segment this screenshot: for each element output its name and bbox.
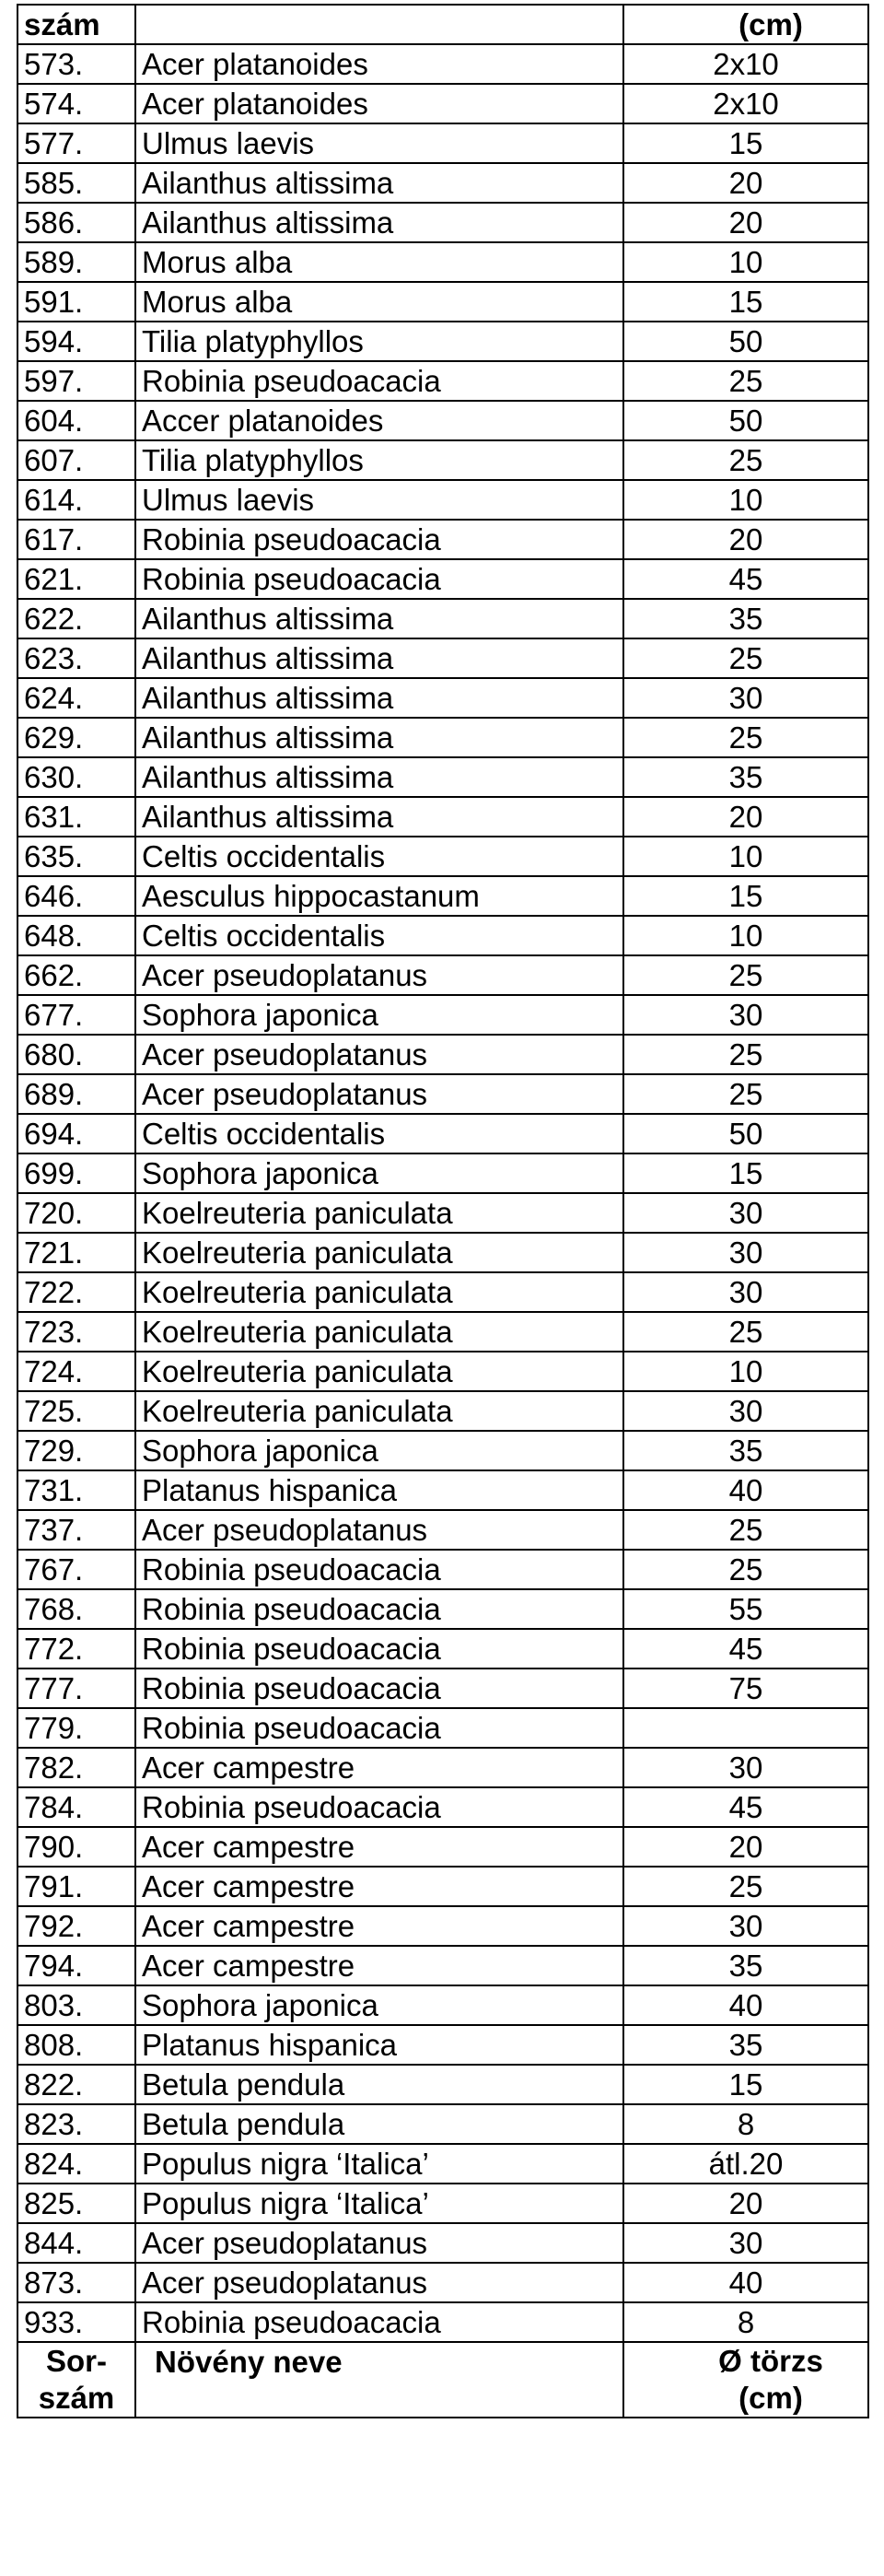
row-plant-name: Ailanthus altissima — [135, 638, 623, 678]
row-plant-name: Ailanthus altissima — [135, 757, 623, 797]
row-number: 604. — [17, 401, 135, 440]
table-row — [17, 599, 868, 638]
row-number: 720. — [17, 1193, 135, 1233]
row-number: 573. — [17, 44, 135, 84]
row-number: 689. — [17, 1074, 135, 1114]
row-number: 725. — [17, 1391, 135, 1431]
footer-number-label — [17, 2342, 135, 2418]
row-plant-name: Betula pendula — [135, 2065, 623, 2104]
table-row — [17, 242, 868, 282]
row-plant-name: Sophora japonica — [135, 1431, 623, 1470]
header-number: szám — [17, 5, 135, 44]
row-number: 629. — [17, 718, 135, 757]
row-plant-name: Sophora japonica — [135, 1153, 623, 1193]
row-plant-name: Robinia pseudoacacia — [135, 1629, 623, 1669]
row-number: 823. — [17, 2104, 135, 2144]
row-trunk-size: 35 — [623, 757, 868, 797]
row-number: 630. — [17, 757, 135, 797]
row-trunk-size: 40 — [623, 1470, 868, 1510]
row-plant-name: Koelreuteria paniculata — [135, 1352, 623, 1391]
row-plant-name: Acer pseudoplatanus — [135, 2223, 623, 2263]
row-trunk-size: 25 — [623, 1550, 868, 1589]
row-trunk-size: 30 — [623, 1272, 868, 1312]
row-number: 617. — [17, 520, 135, 559]
table-row — [17, 2104, 868, 2144]
row-trunk-size: 10 — [623, 837, 868, 876]
row-plant-name: Betula pendula — [135, 2104, 623, 2144]
row-plant-name: Celtis occidentalis — [135, 1114, 623, 1153]
table-row — [17, 995, 868, 1035]
footer-size-line2: (cm) — [739, 2381, 803, 2415]
row-trunk-size: 20 — [623, 2184, 868, 2223]
row-trunk-size: 35 — [623, 2025, 868, 2065]
row-number: 844. — [17, 2223, 135, 2263]
row-plant-name: Robinia pseudoacacia — [135, 559, 623, 599]
table-row — [17, 1787, 868, 1827]
row-plant-name: Acer pseudoplatanus — [135, 1510, 623, 1550]
table-row — [17, 955, 868, 995]
document-page — [17, 4, 867, 2418]
row-number: 790. — [17, 1827, 135, 1867]
table-row — [17, 718, 868, 757]
table-row — [17, 757, 868, 797]
row-trunk-size: 30 — [623, 2223, 868, 2263]
footer-number-line1: Sor- — [46, 2344, 107, 2378]
row-trunk-size: 30 — [623, 1193, 868, 1233]
row-number: 721. — [17, 1233, 135, 1272]
table-row — [17, 1629, 868, 1669]
table-row — [17, 1431, 868, 1470]
row-plant-name: Acer pseudoplatanus — [135, 1035, 623, 1074]
row-number: 791. — [17, 1867, 135, 1906]
row-trunk-size: 30 — [623, 995, 868, 1035]
table-row — [17, 1867, 868, 1906]
row-number: 646. — [17, 876, 135, 916]
row-trunk-size: 25 — [623, 440, 868, 480]
table-row — [17, 1946, 868, 1985]
row-plant-name: Koelreuteria paniculata — [135, 1193, 623, 1233]
row-number: 574. — [17, 84, 135, 123]
row-plant-name: Robinia pseudoacacia — [135, 1787, 623, 1827]
row-trunk-size: 25 — [623, 718, 868, 757]
row-trunk-size: 30 — [623, 1233, 868, 1272]
row-plant-name: Ulmus laevis — [135, 480, 623, 520]
row-plant-name: Celtis occidentalis — [135, 837, 623, 876]
row-trunk-size: 10 — [623, 242, 868, 282]
row-trunk-size: 30 — [623, 678, 868, 718]
row-trunk-size: 50 — [623, 401, 868, 440]
row-trunk-size: 15 — [623, 282, 868, 322]
row-number: 803. — [17, 1985, 135, 2025]
row-plant-name: Acer campestre — [135, 1946, 623, 1985]
table-row — [17, 1035, 868, 1074]
row-number: 825. — [17, 2184, 135, 2223]
row-number: 577. — [17, 123, 135, 163]
row-number: 631. — [17, 797, 135, 837]
row-trunk-size: 55 — [623, 1589, 868, 1629]
row-number: 737. — [17, 1510, 135, 1550]
row-number: 933. — [17, 2302, 135, 2342]
row-trunk-size: 30 — [623, 1748, 868, 1787]
row-trunk-size — [623, 1708, 868, 1748]
row-trunk-size: 8 — [623, 2104, 868, 2144]
row-plant-name: Tilia platyphyllos — [135, 322, 623, 361]
table-row — [17, 84, 868, 123]
row-trunk-size: 45 — [623, 1629, 868, 1669]
table-row — [17, 638, 868, 678]
row-plant-name: Robinia pseudoacacia — [135, 520, 623, 559]
row-number: 648. — [17, 916, 135, 955]
header-name — [135, 5, 623, 44]
row-trunk-size: 40 — [623, 1985, 868, 2025]
table-row — [17, 2025, 868, 2065]
row-number: 585. — [17, 163, 135, 203]
table-row — [17, 1550, 868, 1589]
row-plant-name: Morus alba — [135, 282, 623, 322]
tree-inventory-table — [17, 4, 869, 2418]
row-plant-name: Ulmus laevis — [135, 123, 623, 163]
row-number: 614. — [17, 480, 135, 520]
row-number: 824. — [17, 2144, 135, 2184]
row-number: 699. — [17, 1153, 135, 1193]
row-number: 731. — [17, 1470, 135, 1510]
table-row — [17, 916, 868, 955]
row-plant-name: Morus alba — [135, 242, 623, 282]
row-number: 822. — [17, 2065, 135, 2104]
row-number: 772. — [17, 1629, 135, 1669]
footer-number-line2: szám — [38, 2381, 115, 2415]
row-number: 591. — [17, 282, 135, 322]
row-trunk-size: 15 — [623, 2065, 868, 2104]
table-row — [17, 2065, 868, 2104]
table-row — [17, 559, 868, 599]
header-size: (cm) — [623, 5, 868, 44]
table-row — [17, 2302, 868, 2342]
row-trunk-size: 8 — [623, 2302, 868, 2342]
table-row — [17, 401, 868, 440]
row-trunk-size: 15 — [623, 876, 868, 916]
row-number: 589. — [17, 242, 135, 282]
row-plant-name: Koelreuteria paniculata — [135, 1233, 623, 1272]
footer-name-label: Növény neve — [135, 2342, 623, 2418]
row-plant-name: Aesculus hippocastanum — [135, 876, 623, 916]
table-row — [17, 361, 868, 401]
row-trunk-size: 45 — [623, 1787, 868, 1827]
row-trunk-size: 25 — [623, 361, 868, 401]
row-trunk-size: 25 — [623, 1312, 868, 1352]
row-plant-name: Koelreuteria paniculata — [135, 1272, 623, 1312]
row-number: 784. — [17, 1787, 135, 1827]
row-plant-name: Robinia pseudoacacia — [135, 361, 623, 401]
table-body — [17, 44, 868, 2342]
table-row — [17, 1985, 868, 2025]
table-footer-row — [17, 2342, 868, 2418]
row-trunk-size: 20 — [623, 203, 868, 242]
row-plant-name: Acer campestre — [135, 1906, 623, 1946]
table-row — [17, 797, 868, 837]
table-row — [17, 123, 868, 163]
row-number: 794. — [17, 1946, 135, 1985]
table-row — [17, 203, 868, 242]
row-plant-name: Robinia pseudoacacia — [135, 1669, 623, 1708]
row-number: 808. — [17, 2025, 135, 2065]
footer-size-label — [623, 2342, 868, 2418]
table-header-row — [17, 5, 868, 44]
row-plant-name: Celtis occidentalis — [135, 916, 623, 955]
row-trunk-size: 15 — [623, 1153, 868, 1193]
table-row — [17, 480, 868, 520]
table-row — [17, 1352, 868, 1391]
row-trunk-size: 10 — [623, 1352, 868, 1391]
row-number: 624. — [17, 678, 135, 718]
row-number: 767. — [17, 1550, 135, 1589]
table-row — [17, 1470, 868, 1510]
row-number: 722. — [17, 1272, 135, 1312]
row-trunk-size: 30 — [623, 1906, 868, 1946]
row-number: 724. — [17, 1352, 135, 1391]
row-plant-name: Ailanthus altissima — [135, 203, 623, 242]
table-row — [17, 837, 868, 876]
row-plant-name: Populus nigra ‘Italica’ — [135, 2184, 623, 2223]
row-trunk-size: 50 — [623, 1114, 868, 1153]
row-number: 607. — [17, 440, 135, 480]
row-trunk-size: 2x10 — [623, 44, 868, 84]
row-number: 622. — [17, 599, 135, 638]
row-plant-name: Sophora japonica — [135, 995, 623, 1035]
row-plant-name: Ailanthus altissima — [135, 718, 623, 757]
row-plant-name: Robinia pseudoacacia — [135, 1589, 623, 1629]
row-number: 723. — [17, 1312, 135, 1352]
row-number: 594. — [17, 322, 135, 361]
row-plant-name: Acer campestre — [135, 1748, 623, 1787]
row-number: 677. — [17, 995, 135, 1035]
row-number: 621. — [17, 559, 135, 599]
row-trunk-size: 25 — [623, 1035, 868, 1074]
row-trunk-size: 25 — [623, 1074, 868, 1114]
row-trunk-size: 20 — [623, 1827, 868, 1867]
row-plant-name: Robinia pseudoacacia — [135, 2302, 623, 2342]
table-row — [17, 1114, 868, 1153]
row-trunk-size: 2x10 — [623, 84, 868, 123]
row-number: 623. — [17, 638, 135, 678]
table-row — [17, 876, 868, 916]
row-plant-name: Platanus hispanica — [135, 2025, 623, 2065]
row-trunk-size: 35 — [623, 1431, 868, 1470]
row-plant-name: Acer pseudoplatanus — [135, 2263, 623, 2302]
row-plant-name: Ailanthus altissima — [135, 797, 623, 837]
row-trunk-size: 10 — [623, 480, 868, 520]
row-number: 680. — [17, 1035, 135, 1074]
table-row — [17, 1827, 868, 1867]
row-plant-name: Acer platanoides — [135, 44, 623, 84]
table-row — [17, 2144, 868, 2184]
row-plant-name: Sophora japonica — [135, 1985, 623, 2025]
row-plant-name: Robinia pseudoacacia — [135, 1708, 623, 1748]
row-plant-name: Tilia platyphyllos — [135, 440, 623, 480]
row-number: 694. — [17, 1114, 135, 1153]
table-row — [17, 1906, 868, 1946]
row-number: 792. — [17, 1906, 135, 1946]
row-number: 873. — [17, 2263, 135, 2302]
row-trunk-size: átl.20 — [623, 2144, 868, 2184]
row-number: 662. — [17, 955, 135, 995]
footer-size-line1: Ø törzs — [718, 2344, 823, 2378]
row-trunk-size: 25 — [623, 1867, 868, 1906]
table-row — [17, 1272, 868, 1312]
table-row — [17, 163, 868, 203]
row-trunk-size: 75 — [623, 1669, 868, 1708]
row-plant-name: Acer campestre — [135, 1827, 623, 1867]
row-number: 782. — [17, 1748, 135, 1787]
table-row — [17, 2223, 868, 2263]
table-row — [17, 678, 868, 718]
row-trunk-size: 25 — [623, 638, 868, 678]
table-row — [17, 1510, 868, 1550]
row-plant-name: Ailanthus altissima — [135, 599, 623, 638]
table-row — [17, 282, 868, 322]
table-row — [17, 2263, 868, 2302]
row-plant-name: Platanus hispanica — [135, 1470, 623, 1510]
row-number: 635. — [17, 837, 135, 876]
row-plant-name: Acer campestre — [135, 1867, 623, 1906]
row-plant-name: Acer pseudoplatanus — [135, 955, 623, 995]
table-row — [17, 44, 868, 84]
table-row — [17, 1233, 868, 1272]
row-trunk-size: 20 — [623, 163, 868, 203]
row-number: 597. — [17, 361, 135, 401]
table-row — [17, 1193, 868, 1233]
table-row — [17, 1589, 868, 1629]
row-trunk-size: 35 — [623, 599, 868, 638]
row-plant-name: Populus nigra ‘Italica’ — [135, 2144, 623, 2184]
row-plant-name: Koelreuteria paniculata — [135, 1391, 623, 1431]
table-row — [17, 2184, 868, 2223]
row-trunk-size: 50 — [623, 322, 868, 361]
table-row — [17, 1669, 868, 1708]
row-trunk-size: 40 — [623, 2263, 868, 2302]
table-row — [17, 322, 868, 361]
row-trunk-size: 25 — [623, 1510, 868, 1550]
row-trunk-size: 15 — [623, 123, 868, 163]
table-row — [17, 1312, 868, 1352]
row-trunk-size: 20 — [623, 797, 868, 837]
row-trunk-size: 45 — [623, 559, 868, 599]
row-plant-name: Koelreuteria paniculata — [135, 1312, 623, 1352]
table-row — [17, 520, 868, 559]
table-row — [17, 1153, 868, 1193]
table-row — [17, 1708, 868, 1748]
row-trunk-size: 10 — [623, 916, 868, 955]
row-plant-name: Accer platanoides — [135, 401, 623, 440]
row-plant-name: Acer pseudoplatanus — [135, 1074, 623, 1114]
row-plant-name: Robinia pseudoacacia — [135, 1550, 623, 1589]
row-trunk-size: 30 — [623, 1391, 868, 1431]
row-trunk-size: 20 — [623, 520, 868, 559]
row-number: 779. — [17, 1708, 135, 1748]
row-number: 729. — [17, 1431, 135, 1470]
row-plant-name: Ailanthus altissima — [135, 678, 623, 718]
row-plant-name: Acer platanoides — [135, 84, 623, 123]
table-row — [17, 440, 868, 480]
row-number: 768. — [17, 1589, 135, 1629]
table-row — [17, 1391, 868, 1431]
row-plant-name: Ailanthus altissima — [135, 163, 623, 203]
row-number: 586. — [17, 203, 135, 242]
row-trunk-size: 35 — [623, 1946, 868, 1985]
table-row — [17, 1748, 868, 1787]
row-number: 777. — [17, 1669, 135, 1708]
row-trunk-size: 25 — [623, 955, 868, 995]
table-row — [17, 1074, 868, 1114]
